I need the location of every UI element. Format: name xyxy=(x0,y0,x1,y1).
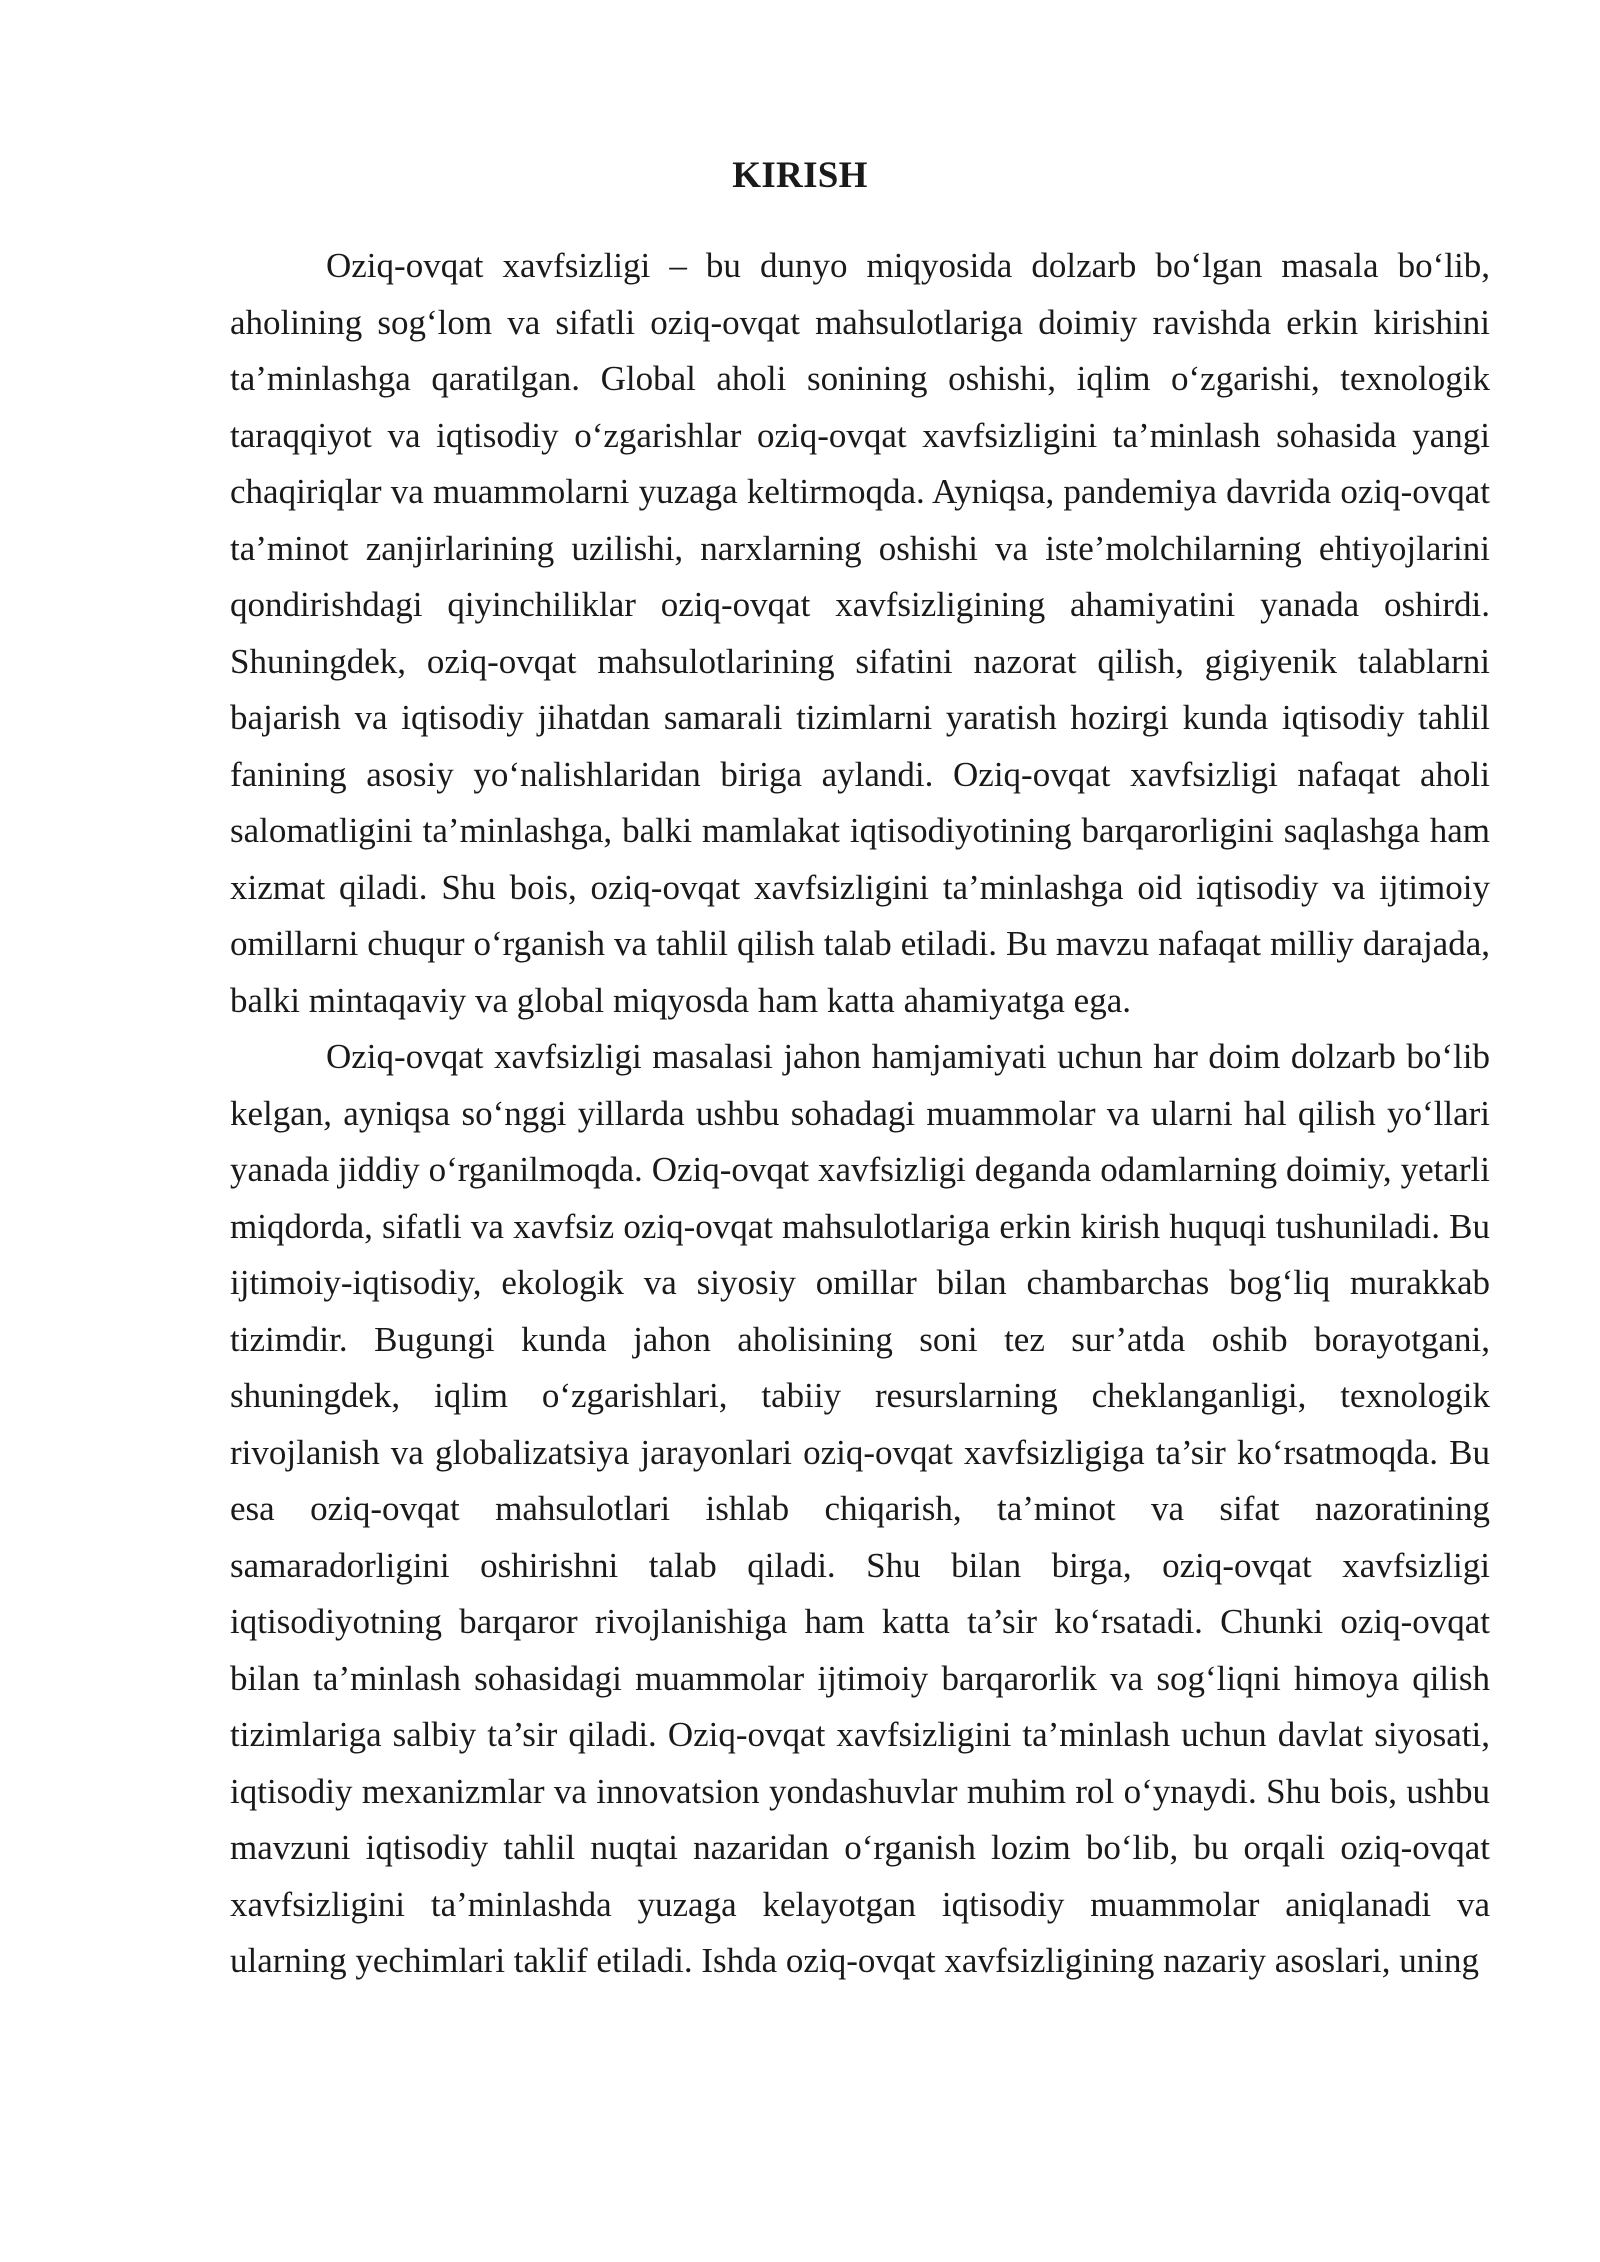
paragraph-1: Oziq-ovqat xavfsizligi – bu dunyo miqyosida dolzarb bo‘lgan masala bo‘lib, aholining sog‘lom va sifatli oziq-ovqat mahsulotlariga doimiy ravishda erkin kirishini ta’minlashga qaratilgan. Global aholi sonining oshishi, iqlim o‘zgarishi, texnologik taraqqiyot va iqtisodiy o‘zgarishlar oziq-ovqat xavfsizligini ta’minlash sohasida yangi chaqiriqlar va muammolarni yuzaga keltirmoqda. Ayniqsa, pandemiya davrida oziq-ovqat ta’minot zanjirlarining uzilishi, narxlarning oshishi va iste’molchilarning ehtiyojlarini qondirishdagi qiyinchiliklar oziq-ovqat xavfsizligining ahamiyatini yanada oshirdi. Shuningdek, oziq-ovqat mahsulotlarining sifatini nazorat qilish, gigiyenik talablarni bajarish va iqtisodiy jihatdan samarali tizimlarni yaratish hozirgi kunda iqtisodiy tahlil fanining asosiy yo‘nalishlaridan biriga aylandi. Oziq-ovqat xavfsizligi nafaqat aholi salomatligini ta’minlashga, balki mamlakat iqtisodiyotining barqarorligini saqlashga ham xizmat qiladi. Shu bois, oziq-ovqat xavfsizligini ta’minlashga oid iqtisodiy va ijtimoiy omillarni chuqur o‘rganish va tahlil qilish talab etiladi. Bu mavzu nafaqat milliy darajada, balki mintaqaviy va global miqyosda ham katta ahamiyatga ega. xyxy=(230,246,1490,1020)
section-title: KIRISH xyxy=(732,155,868,196)
body-text xyxy=(230,238,1490,1990)
paragraph-2: Oziq-ovqat xavfsizligi masalasi jahon hamjamiyati uchun har doim dolzarb bo‘lib kelgan, ayniqsa so‘nggi yillarda ushbu sohadagi muammolar va ularni hal qilish yo‘llari yanada jiddiy o‘rganilmoqda. Oziq-ovqat xavfsizligi deganda odamlarning doimiy, yetarli miqdorda, sifatli va xavfsiz oziq-ovqat mahsulotlariga erkin kirish huquqi tushuniladi. Bu ijtimoiy-iqtisodiy, ekologik va siyosiy omillar bilan chambarchas bog‘liq murakkab tizimdir. Bugungi kunda jahon aholisining soni tez sur’atda oshib borayotgani, shuningdek, iqlim o‘zgarishlari, tabiiy resurslarning cheklanganligi, texnologik rivojlanish va globalizatsiya jarayonlari oziq-ovqat xavfsizligiga ta’sir ko‘rsatmoqda. Bu esa oziq-ovqat mahsulotlari ishlab chiqarish, ta’minot va sifat nazoratining samaradorligini oshirishni talab qiladi. Shu bilan birga, oziq-ovqat xavfsizligi iqtisodiyotning barqaror rivojlanishiga ham katta ta’sir ko‘rsatadi. Chunki oziq-ovqat bilan ta’minlash sohasidagi muammolar ijtimoiy barqarorlik va sog‘liqni himoya qilish tizimlariga salbiy ta’sir qiladi. Oziq-ovqat xavfsizligini ta’minlash uchun davlat siyosati, iqtisodiy mexanizmlar va innovatsion yondashuvlar muhim rol o‘ynaydi. Shu bois, ushbu mavzuni iqtisodiy tahlil nuqtai nazaridan o‘rganish lozim bo‘lib, bu orqali oziq-ovqat xavfsizligini ta’minlashda yuzaga kelayotgan iqtisodiy muammolar aniqlanadi va ularning yechimlari taklif etiladi. Ishda oziq-ovqat xavfsizligining nazariy asoslari, uning xyxy=(230,1037,1490,1980)
